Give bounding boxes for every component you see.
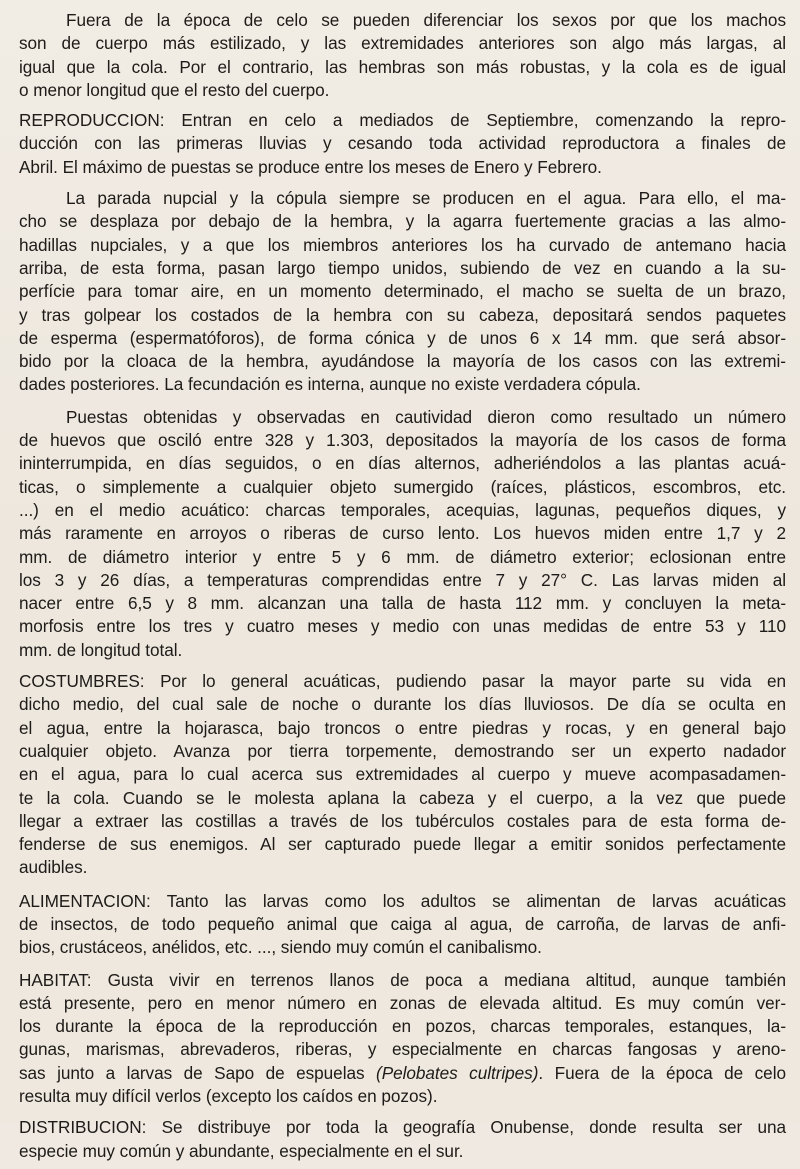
text-fragment: Tanto las larvas como los adultos se alimentan de larvas acuáticas: [166, 890, 786, 911]
text-line: dicho medio, del cual sale de noche o durante los días lluviosos. De día se oculta en: [19, 694, 786, 715]
text-line: Fuera de la época de celo se pueden diferenciar los sexos por que los machos: [66, 10, 786, 30]
text-line: perfície para tomar aire, en un momento determinado, el macho se suelta de un brazo,: [19, 281, 786, 302]
text-line: los 3 y 26 días, a temperaturas comprendidas entre 7 y 27° C. Las larvas miden al: [19, 569, 786, 590]
text-line: nacer entre 6,5 y 8 mm. alcanzan una talla de hasta 112 mm. y concluyen la meta-: [19, 593, 786, 614]
text-fragment: sas junto a larvas de Sapo de espuelas: [19, 1062, 365, 1083]
text-line: son de cuerpo más estilizado, y las extremidades anteriores son algo más largas, al: [19, 33, 786, 54]
paragraph-habitat: [19, 969, 786, 1109]
text-line: [19, 890, 786, 913]
text-line: cho se desplaza por debajo de la hembra, y la agarra fuertemente gracias a las almo-: [19, 211, 786, 232]
paragraph-distribucion: [19, 1116, 786, 1163]
text-line: [19, 670, 786, 693]
paragraph-costumbres: [19, 670, 786, 880]
text-line: los durante la época de la reproducción en pozos, charcas temporales, estanques, la-: [19, 1016, 786, 1037]
text-fragment: Entran en celo a mediados de Septiembre, comenzando la repro-: [181, 110, 786, 131]
text-line: Puestas obtenidas y observadas en cautividad dieron como resultado un número: [66, 406, 786, 427]
text-line: ticas, o simplemente a cualquier objeto sumergido (raíces, plásticos, escombros, etc.: [19, 476, 786, 497]
section-heading-habitat: HABITAT:: [19, 969, 92, 990]
text-line: La parada nupcial y la cópula siempre se producen en el agua. Para ello, el ma-: [66, 188, 786, 209]
paragraph-reproduccion: [19, 109, 786, 179]
text-line: y tras golpear los costados de la hembra con su cabeza, depositará sendos paquetes: [19, 304, 786, 325]
text-line: [19, 1116, 786, 1139]
species-name: (Pelobates cultripes): [376, 1062, 539, 1083]
section-heading-reproduccion: REPRODUCCION:: [19, 110, 165, 131]
text-line: especie muy común y abundante, especialmente en el sur.: [19, 1140, 464, 1161]
text-line: más raramente en arroyos o riberas de curso lento. Los huevos miden entre 1,7 y 2: [19, 523, 786, 544]
text-line: Abril. El máximo de puestas se produce entre los meses de Enero y Febrero.: [19, 156, 602, 177]
text-line: mm. de longitud total.: [19, 639, 183, 660]
text-fragment: Se distribuye por toda la geografía Onubense, donde resulta ser una: [161, 1117, 786, 1138]
section-heading-costumbres: COSTUMBRES:: [19, 671, 145, 692]
text-fragment: Gusta vivir en terrenos llanos de poca a mediana altitud, aunque también: [107, 969, 786, 990]
paragraph-puestas: [19, 406, 786, 662]
text-line: [19, 109, 786, 132]
text-line: ducción con las primeras lluvias y cesando toda actividad reproductora a finales de: [19, 133, 786, 154]
text-line: dades posteriores. La fecundación es interna, aunque no existe verdadera cópula.: [19, 374, 641, 395]
section-heading-distribucion: DISTRIBUCION:: [19, 1117, 147, 1138]
document-body: [19, 9, 786, 1169]
text-line: de huevos que osciló entre 328 y 1.303, depositados la mayoría de los casos de forma: [19, 430, 786, 451]
text-line: de insectos, de todo pequeño animal que caiga al agua, de carroña, de larvas de anfi-: [19, 913, 786, 934]
text-line: cualquier objeto. Avanza por tierra torpemente, demostrando ser un experto nadador: [19, 740, 786, 761]
text-line: te la cola. Cuando se le molesta aplana la cabeza y el cuerpo, a la vez que puede: [19, 787, 786, 808]
text-line: llegar a extraer las costillas a través de los tubérculos costales para de esta forma de-: [19, 810, 786, 831]
text-line: ...) en el medio acuático: charcas temporales, acequias, lagunas, pequeños diques, y: [19, 499, 786, 520]
text-line: [19, 1062, 786, 1085]
paragraph-alimentacion: [19, 890, 786, 960]
text-fragment: Por lo general acuáticas, pudiendo pasar la mayor parte su vida en: [160, 671, 786, 692]
text-line: morfosis entre los tres y cuatro meses y medio con unas medidas de entre 53 y 110: [19, 616, 786, 637]
text-line: fenderse de sus enemigos. Al ser capturado puede llegar a emitir sonidos perfectamente: [19, 834, 786, 855]
text-line: igual que la cola. Por el contrario, las hembras son más robustas, y la cola es de igual: [19, 56, 786, 77]
text-line: bios, crustáceos, anélidos, etc. ..., siendo muy común el canibalismo.: [19, 937, 542, 958]
text-fragment: . Fuera de la época de celo: [538, 1062, 786, 1083]
paragraph-intro: [19, 9, 786, 102]
text-line: el agua, entre la hojarasca, bajo troncos o entre piedras y rocas, y en general bajo: [19, 717, 786, 738]
text-line: bido por la cloaca de la hembra, ayudándose la mayoría de los casos con las extremi-: [19, 351, 786, 372]
text-line: está presente, pero en menor número en zonas de elevada altitud. Es muy común ver-: [19, 992, 786, 1013]
text-line: [19, 969, 786, 992]
text-line: en el agua, para lo cual acerca sus extremidades al cuerpo y mueve acompasadamen-: [19, 764, 786, 785]
text-line: arriba, de esta forma, pasan largo tiempo unidos, subiendo de vez en cuando a la su-: [19, 257, 786, 278]
text-line: gunas, marismas, abrevaderos, riberas, y especialmente en charcas fangosas y areno-: [19, 1039, 786, 1060]
text-line: ininterrumpida, en días seguidos, o en días alternos, adheriéndolos a las plantas acuá-: [19, 453, 786, 474]
text-line: resulta muy difícil verlos (excepto los caídos en pozos).: [19, 1086, 438, 1107]
section-heading-alimentacion: ALIMENTACION:: [19, 890, 151, 911]
text-line: mm. de diámetro interior y entre 5 y 6 mm. de diámetro exterior; eclosionan entre: [19, 546, 786, 567]
text-line: audibles.: [19, 857, 88, 878]
text-line: o menor longitud que el resto del cuerpo.: [19, 79, 330, 100]
paragraph-parada-nupcial: [19, 187, 786, 397]
text-line: hadillas nupciales, y a que los miembros anteriores los ha curvado de antemano hacia: [19, 234, 786, 255]
text-line: de esperma (espermatóforos), de forma cónica y de unos 6 x 14 mm. que será absor-: [19, 327, 786, 348]
